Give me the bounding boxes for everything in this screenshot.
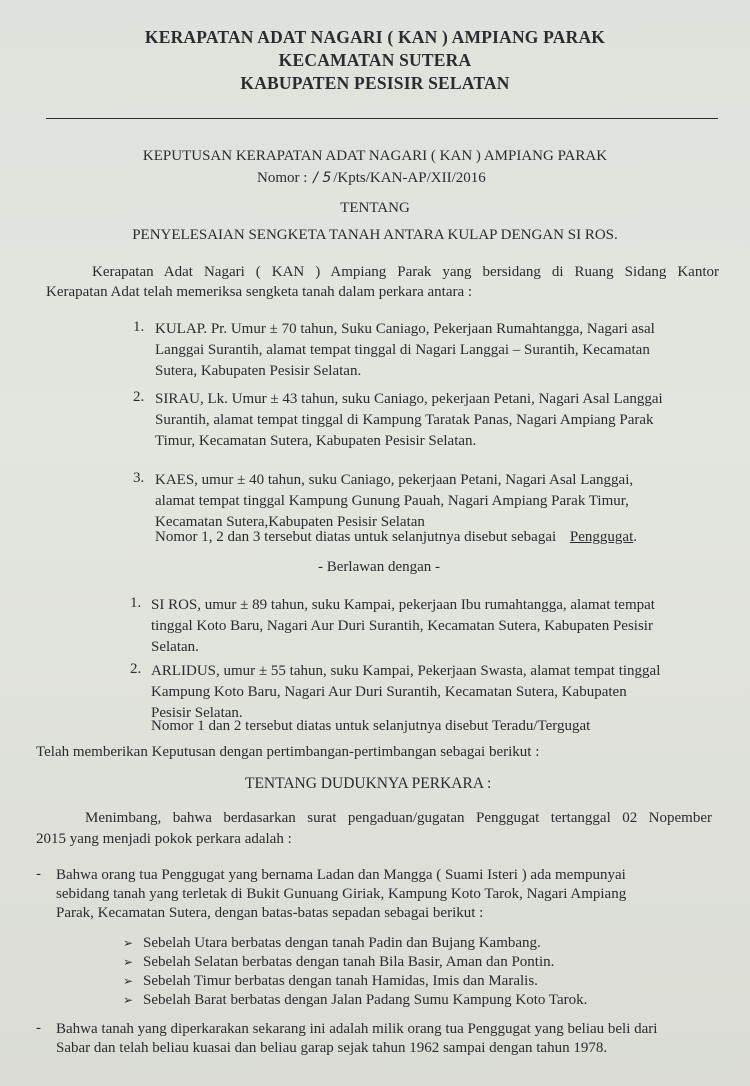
point-2-dash: - [36, 1020, 41, 1036]
defendant-1-line-3: Selatan. [151, 639, 199, 655]
arrow-bullet-icon: ➢ [123, 955, 134, 969]
boundary-south-text: Sebelah Selatan berbatas dengan tanah Bila Basir, Aman dan Pontin. [143, 954, 555, 970]
decision-number [257, 170, 486, 187]
plaintiff-2-line-3: Timur, Kecamatan Sutera, Kabupaten Pesisir Selatan. [155, 433, 477, 449]
plaintiff-1-line-1: KULAP. Pr. Umur ± 70 tahun, Suku Caniago, Pekerjaan Rumahtangga, Nagari asal [155, 321, 655, 337]
plaintiff-2 [155, 389, 720, 452]
point-2 [56, 1020, 714, 1058]
defendant-2-line-2: Kampung Koto Baru, Nagari Aur Duri Surantih, Kecamatan Sutera, Kabupaten [151, 684, 627, 700]
plaintiff-term: Penggugat [569, 529, 634, 545]
point-1 [56, 866, 714, 923]
nomor-handwritten: / 5 [313, 170, 332, 186]
boundary-south [123, 954, 554, 971]
nomor-value: /Kpts/KAN-AP/XII/2016 [333, 170, 486, 186]
decision-subject: PENYELESAIAN SENGKETA TANAH ANTARA KULAP DENGAN SI ROS. [132, 227, 618, 243]
defendant-2-line-1: ARLIDUS, umur ± 55 tahun, suku Kampai, Pekerjaan Swasta, alamat tempat tinggal [151, 663, 661, 679]
boundary-east-text: Sebelah Timur berbatas dengan tanah Hamidas, Imis dan Maralis. [143, 973, 538, 989]
decision-line: Telah memberikan Keputusan dengan pertimbangan-pertimbangan sebagai berikut : [36, 744, 540, 760]
intro-line-2: Kerapatan Adat telah memeriksa sengketa tanah dalam perkara antara : [46, 284, 473, 300]
point-2-line-2: Sabar dan telah beliau kuasai dan beliau garap sejak tahun 1962 sampai dengan tahun 1978. [56, 1040, 608, 1056]
plaintiff-note [155, 529, 637, 546]
boundary-east [123, 973, 538, 990]
point-1-line-1: Bahwa orang tua Penggugat yang bernama Ladan dan Mangga ( Suami Isteri ) ada mempunyai [56, 867, 626, 883]
arrow-bullet-icon: ➢ [123, 993, 134, 1007]
boundary-west [123, 992, 587, 1009]
point-2-line-1: Bahwa tanah yang diperkarakan sekarang ini adalah milik orang tua Penggugat yang beliau beli dari [56, 1021, 658, 1037]
defendant-1-number: 1. [130, 595, 142, 611]
plaintiff-2-line-1: SIRAU, Lk. Umur ± 43 tahun, suku Caniago, pekerjaan Petani, Nagari Asal Langgai [155, 391, 663, 407]
plaintiff-2-line-2: Surantih, alamat tempat tinggal di Kampung Taratak Panas, Nagari Ampiang Parak [155, 412, 654, 428]
decision-title: KEPUTUSAN KERAPATAN ADAT NAGARI ( KAN ) AMPIANG PARAK [142, 148, 608, 164]
boundary-north-text: Sebelah Utara berbatas dengan tanah Padin dan Bujang Kambang. [143, 935, 541, 951]
plaintiff-1-line-2: Langgai Surantih, alamat tempat tinggal di Nagari Langgai – Surantih, Kecamatan [155, 342, 650, 358]
boundary-north [123, 935, 541, 952]
point-1-dash: - [36, 866, 41, 882]
plaintiff-2-number: 2. [133, 389, 145, 405]
versus-label: - Berlawan dengan - [318, 559, 441, 575]
header-line-3: KABUPATEN PESISIR SELATAN [240, 73, 510, 93]
point-1-line-3: Parak, Kecamatan Sutera, dengan batas-batas sepadan sebagai berikut : [56, 905, 484, 921]
defendant-2-line-3: Pesisir Selatan. [151, 705, 243, 721]
defendant-1 [151, 595, 718, 658]
header-line-2: KECAMATAN SUTERA [278, 50, 472, 70]
nomor-label: Nomor : [257, 170, 308, 186]
plaintiff-3 [155, 470, 718, 533]
plaintiff-note-end: . [633, 529, 637, 545]
defendant-2-number: 2. [130, 661, 142, 677]
defendant-2 [151, 661, 718, 724]
plaintiff-note-text: Nomor 1, 2 dan 3 tersebut diatas untuk selanjutnya disebut sebagai [155, 529, 557, 545]
considering-line-1: Menimbang, bahwa berdasarkan surat pengaduan/gugatan Penggugat tertanggal 02 Nopember [85, 810, 712, 826]
plaintiff-3-line-3: Kecamatan Sutera,Kabupaten Pesisir Selatan [155, 514, 425, 530]
intro-line-1: Kerapatan Adat Nagari ( KAN ) Ampiang Parak yang bersidang di Ruang Sidang Kantor [92, 264, 719, 280]
defendant-1-line-2: tinggal Koto Baru, Nagari Aur Duri Surantih, Kecamatan Sutera, Kabupaten Pesisir [151, 618, 653, 634]
defendant-1-line-1: SI ROS, umur ± 89 tahun, suku Kampai, pekerjaan Ibu rumahtangga, alamat tempat [151, 597, 655, 613]
arrow-bullet-icon: ➢ [123, 974, 134, 988]
plaintiff-1-line-3: Sutera, Kabupaten Pesisir Selatan. [155, 363, 362, 379]
plaintiff-1 [155, 319, 720, 382]
arrow-bullet-icon: ➢ [123, 936, 134, 950]
plaintiff-3-line-2: alamat tempat tinggal Kampung Gunung Pauah, Nagari Ampiang Parak Timur, [155, 493, 629, 509]
considering-line-2: 2015 yang menjadi pokok perkara adalah : [36, 831, 292, 847]
boundary-west-text: Sebelah Barat berbatas dengan Jalan Padang Sumu Kampung Koto Tarok. [143, 992, 588, 1008]
section-title: TENTANG DUDUKNYA PERKARA : [245, 775, 492, 792]
defendant-note: Nomor 1 dan 2 tersebut diatas untuk selanjutnya disebut Teradu/Tergugat [151, 718, 591, 734]
plaintiff-3-line-1: KAES, umur ± 40 tahun, suku Caniago, pekerjaan Petani, Nagari Asal Langgai, [155, 472, 634, 488]
header-line-1: KERAPATAN ADAT NAGARI ( KAN ) AMPIANG PARAK [144, 27, 606, 47]
header-divider [46, 118, 718, 119]
plaintiff-1-number: 1. [133, 319, 145, 335]
point-1-line-2: sebidang tanah yang terletak di Bukit Gunuang Giriak, Kampung Koto Tarok, Nagari Ampiang [56, 886, 627, 902]
tentang-label: TENTANG [340, 200, 410, 216]
document-header [0, 26, 750, 95]
plaintiff-3-number: 3. [133, 470, 145, 486]
